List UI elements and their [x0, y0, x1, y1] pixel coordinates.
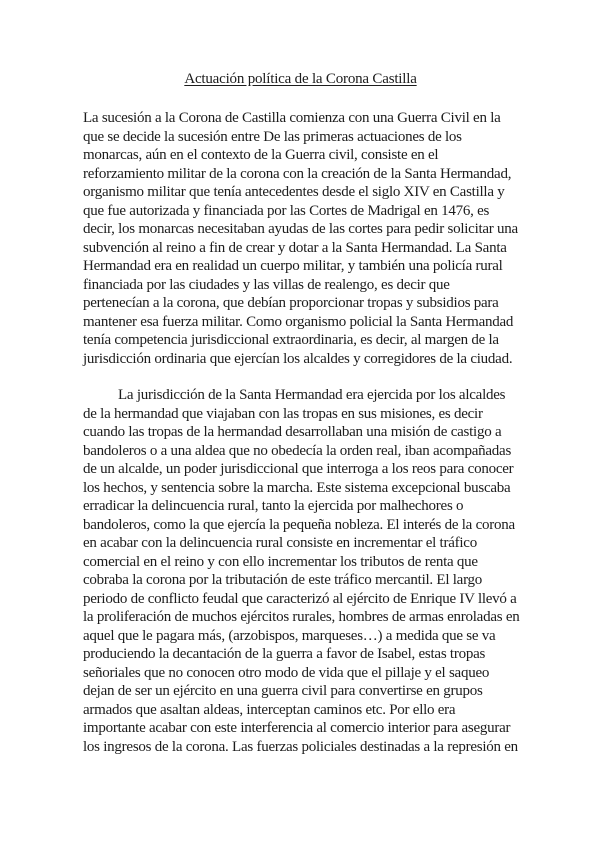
text-line: produciendo la decantación de la guerra a favor de Isabel, estas tropas [83, 646, 486, 662]
text-line: pertenecían a la corona, que debían proporcionar tropas y subsidios para [83, 295, 499, 311]
paragraph-2 [83, 386, 518, 756]
text-line: financiada por las ciudades y las villas de realengo, es decir que [83, 276, 450, 293]
document-title: Actuación política de la Corona Castilla [184, 71, 417, 87]
text-line: La sucesión a la Corona de Castilla comienza con una Guerra Civil en la [83, 110, 501, 126]
text-line: monarcas, aún en el contexto de la Guerra civil, consiste en el [83, 147, 439, 163]
text-line: mantener esa fuerza militar. Como organismo policial la Santa Hermandad [83, 313, 514, 330]
text-line: subvención al reino a fin de crear y dotar a la Santa Hermandad. La Santa [83, 239, 507, 256]
text-line: cobraba la corona por la tributación de este tráfico mercantil. El largo [83, 572, 483, 588]
text-line: comercial en el reino y con ello incrementar los tributos de renta que [83, 553, 478, 570]
text-line: los ingresos de la corona. Las fuerzas policiales destinadas a la represión en [83, 738, 518, 755]
text-line: jurisdicción ordinaria que ejercían los alcaldes y corregidores de la ciudad. [83, 350, 513, 367]
text-line: dejan de ser un ejército en una guerra civil para convertirse en grupos [83, 683, 483, 699]
text-line: periodo de conflicto feudal que caracterizó al ejército de Enrique IV llevó a [83, 590, 517, 607]
text-line: La jurisdicción de la Santa Hermandad era ejercida por los alcaldes [118, 387, 506, 403]
text-line: reforzamiento militar de la corona con la creación de la Santa Hermandad, [83, 165, 512, 182]
text-line: organismo militar que tenía antecedentes desde el siglo XIV en Castilla y [83, 184, 505, 200]
text-line: cuando las tropas de la hermandad desarrollaban una misión de castigo a [83, 424, 502, 440]
text-line: de la hermandad que viajaban con las tropas en sus misiones, es decir [83, 405, 483, 422]
text-line: la proliferación de muchos ejércitos rurales, hombres de armas enroladas en [83, 609, 520, 625]
text-line: en acabar con la delincuencia rural consiste en incrementar el tráfico [83, 535, 477, 551]
text-line: bandoleros, como la que ejercía la pequeña nobleza. El interés de la corona [83, 516, 515, 533]
text-line: señoriales que no conocen otro modo de vida que el pillaje y el saqueo [83, 664, 490, 681]
text-line: de un alcalde, un poder jurisdiccional que interroga a los reos para conocer [83, 461, 514, 477]
paragraph-1 [83, 109, 518, 368]
text-line: bandoleros o a una aldea que no obedecía la orden real, iban acompañadas [83, 442, 512, 459]
text-line: que se decide la sucesión entre De las primeras actuaciones de los [83, 128, 462, 145]
text-line: erradicar la delincuencia rural, tanto la ejercida por malhechores o [83, 498, 464, 514]
text-line: que fue autorizada y financiada por las Cortes de Madrigal en 1476, es [83, 202, 490, 219]
text-line: Hermandad era en realidad un cuerpo militar, y también una policía rural [83, 258, 503, 274]
text-line: armados que asaltan aldeas, interceptan caminos etc. Por ello era [83, 701, 456, 718]
text-line: importante acabar con este interferencia al comercio interior para asegurar [83, 720, 511, 736]
text-line: los hechos, y sentencia sobre la marcha. Este sistema excepcional buscaba [83, 479, 511, 496]
text-line: tenía competencia jurisdiccional extraordinaria, es decir, al margen de la [83, 332, 499, 348]
text-line: decir, los monarcas necesitaban ayudas de las cortes para pedir solicitar una [83, 221, 518, 237]
text-line: aquel que le pagara más, (arzobispos, marqueses…) a medida que se va [83, 627, 496, 644]
